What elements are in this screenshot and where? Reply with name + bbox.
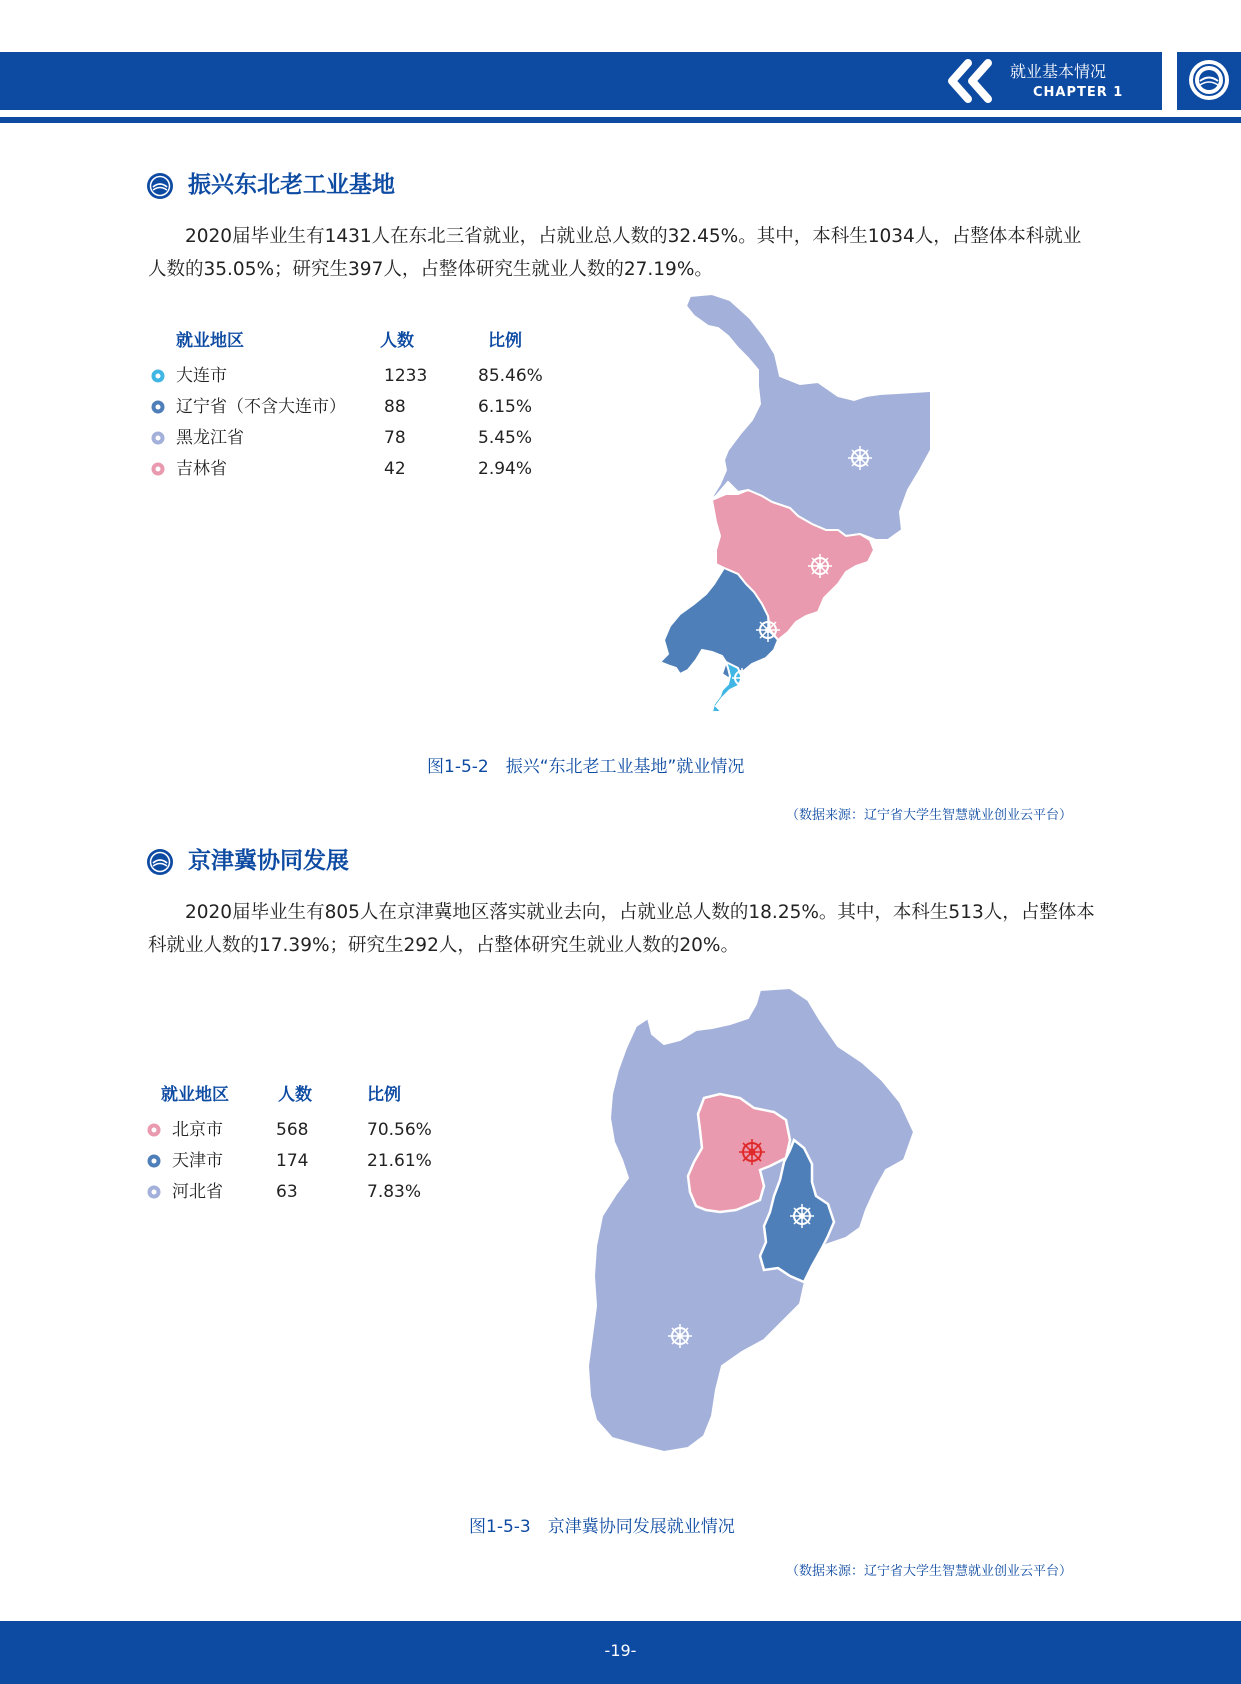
table-cell-region: 辽宁省（不含大连市） (176, 397, 346, 417)
legend-dot-icon (151, 462, 165, 476)
table-header-region: 就业地区 (176, 331, 244, 351)
paragraph-text: 2020届毕业生有805人在京津冀地区落实就业去向，占就业总人数的18.25%。其中，本科生513人，占整体本科就业人数的17.39%；研究生292人，占整体研究生就业人数的20%。 (148, 902, 1095, 956)
table-cell-count: 1233 (384, 366, 428, 386)
table-header-count: 人数 (278, 1085, 312, 1105)
jingjinji-map (580, 980, 920, 1460)
section-paragraph (148, 896, 1096, 962)
data-source-note: （数据来源：辽宁省大学生智慧就业创业云平台） (786, 1564, 1073, 1579)
header-chapter: CHAPTER 1 (1033, 85, 1124, 100)
table-cell-ratio: 85.46% (478, 366, 543, 386)
table-cell-region: 北京市 (172, 1120, 223, 1140)
table-header-ratio: 比例 (367, 1085, 401, 1105)
table-cell-region: 天津市 (172, 1151, 223, 1171)
legend-dot-icon (151, 369, 165, 383)
northeast-china-map (650, 286, 930, 716)
table-cell-count: 174 (276, 1151, 309, 1171)
table-cell-region: 大连市 (176, 366, 227, 386)
table-header-ratio: 比例 (488, 331, 522, 351)
figure-caption: 图1-5-3 京津冀协同发展就业情况 (469, 1517, 735, 1537)
table-cell-ratio: 6.15% (478, 397, 533, 417)
section-emblem-icon (146, 848, 174, 876)
university-emblem-icon (1189, 60, 1229, 100)
legend-dot-icon (147, 1185, 161, 1199)
section-title: 京津冀协同发展 (188, 848, 349, 874)
header-rule (0, 117, 1241, 123)
section-title: 振兴东北老工业基地 (188, 172, 395, 198)
legend-dot-icon (151, 431, 165, 445)
hebei-region (588, 988, 914, 1452)
table-cell-count: 568 (276, 1120, 309, 1140)
table-header-region: 就业地区 (161, 1085, 229, 1105)
legend-dot-icon (147, 1154, 161, 1168)
table-cell-ratio: 5.45% (478, 428, 533, 448)
table-cell-ratio: 70.56% (367, 1120, 432, 1140)
header-title: 就业基本情况 (1010, 62, 1107, 81)
figure-caption: 图1-5-2 振兴“东北老工业基地”就业情况 (427, 757, 745, 777)
table-cell-count: 42 (384, 459, 406, 479)
legend-dot-icon (147, 1123, 161, 1137)
data-source-note: （数据来源：辽宁省大学生智慧就业创业云平台） (786, 808, 1073, 823)
page-number: -19- (604, 1641, 637, 1660)
double-chevron-left-icon (946, 59, 996, 103)
section-paragraph (148, 220, 1096, 286)
table-cell-count: 88 (384, 397, 406, 417)
table-cell-count: 78 (384, 428, 406, 448)
table-cell-region: 河北省 (172, 1182, 223, 1202)
table-cell-count: 63 (276, 1182, 298, 1202)
table-cell-ratio: 2.94% (478, 459, 533, 479)
table-cell-region: 吉林省 (176, 459, 227, 479)
table-cell-region: 黑龙江省 (176, 428, 244, 448)
legend-dot-icon (151, 400, 165, 414)
table-cell-ratio: 21.61% (367, 1151, 432, 1171)
table-header-count: 人数 (380, 331, 414, 351)
table-cell-ratio: 7.83% (367, 1182, 422, 1202)
section-emblem-icon (146, 172, 174, 200)
paragraph-text: 2020届毕业生有1431人在东北三省就业，占就业总人数的32.45%。其中，本科生1034人，占整体本科就业人数的35.05%；研究生397人，占整体研究生就业人数的27.19%。 (148, 226, 1082, 280)
